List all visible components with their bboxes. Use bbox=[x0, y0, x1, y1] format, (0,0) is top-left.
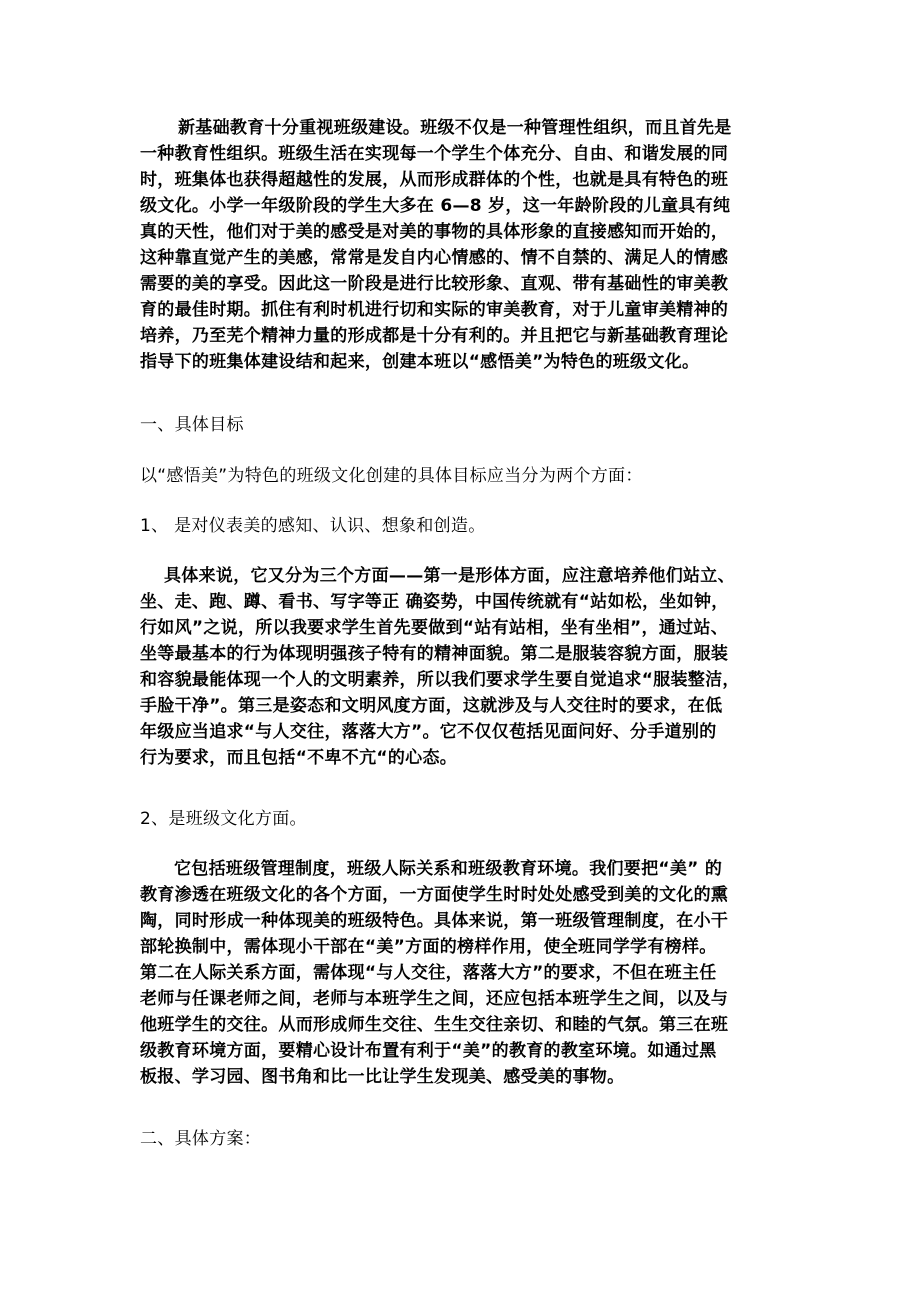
text-line: 它包括班级管理制度，班级人际关系和班级教育环境。我们要把“美” 的 bbox=[174, 859, 723, 879]
text-line: 行为要求，而且包括“不卑不亢“的心态。 bbox=[140, 748, 458, 768]
text-line: 老师与任课老师之间，老师与本班学生之间，还应包括本班学生之间，以及与 bbox=[140, 989, 729, 1009]
goal-intro: 以“感悟美”为特色的班级文化创建的具体目标应当分为两个方面： bbox=[140, 466, 643, 486]
text-line: 陶，同时形成一种体现美的班级特色。具体来说，第一班级管理制度，在小干 bbox=[140, 911, 729, 931]
text-line: 板报、学习园、图书角和比一比让学生发现美、感受美的事物。 bbox=[140, 1067, 625, 1087]
text-line: 育的最佳时期。抓住有利时机进行切和实际的审美教育，对于儿童审美精神的 bbox=[140, 300, 729, 320]
text-line: 时，班集体也获得超越性的发展，从而形成群体的个性，也就是具有特色的班 bbox=[140, 170, 729, 190]
text-line: 新基础教育十分重视班级建设。班级不仅是一种管理性组织，而且首先是 bbox=[178, 118, 732, 138]
text-line: 手脸干净”。第三是姿态和文明风度方面，这就涉及与人交往时的要求，在低 bbox=[140, 696, 723, 716]
text-line: 坐等最基本的行为体现明强孩子特有的精神面貌。第二是服装容貌方面，服装 bbox=[140, 644, 729, 664]
text-line: 和容貌最能体现一个人的文明素养，所以我们要求学生要自觉追求“服装整洁， bbox=[140, 670, 740, 690]
text-line: 第二在人际关系方面，需体现“与人交往，落落大方”的要求，不但在班主任 bbox=[140, 963, 717, 983]
text-line: 需要的美的享受。因此这一阶段是进行比较形象、直观、带有基础性的审美教 bbox=[140, 274, 729, 294]
text-line: 培养，乃至芜个精神力量的形成都是十分有利的。并且把它与新基础教育理论 bbox=[140, 326, 729, 346]
text-line: 坐、走、跑、蹲、看书、写字等正 确姿势，中国传统就有“站如松，坐如钟， bbox=[140, 592, 729, 612]
text-line: 这种靠直觉产生的美感，常常是发自内心情感的、情不自禁的、满足人的情感 bbox=[140, 248, 729, 268]
text-line: 指导下的班集体建设结和起来，创建本班以“感悟美”为特色的班级文化。 bbox=[140, 352, 700, 372]
text-line: 他班学生的交往。从而形成师生交往、生生交往亲切、和睦的气氛。第三在班 bbox=[140, 1015, 729, 1035]
text-line: 部轮换制中，需体现小干部在“美”方面的榜样作用，使全班同学学有榜样。 bbox=[140, 937, 717, 957]
text-line: 真的天性，他们对于美的感受是对美的事物的具体形象的直接感知而开始的， bbox=[140, 222, 729, 242]
text-line: 行如风”之说，所以我要求学生首先要做到“站有站相，坐有坐相”，通过站、 bbox=[140, 618, 729, 638]
point-2-title: 2、是班级文化方面。 bbox=[140, 809, 307, 829]
section-heading-plan: 二、具体方案： bbox=[140, 1129, 262, 1149]
point-1-title: 1、 是对仪表美的感知、认识、想象和创造。 bbox=[140, 516, 486, 536]
text-line: 年级应当追求“与人交往，落落大方”。它不仅仅苞括见面问好、分手道别的 bbox=[140, 722, 717, 742]
section-heading-goals: 一、具体目标 bbox=[140, 415, 244, 435]
text-line: 级文化。小学一年级阶段的学生大多在 6—8 岁，这一年龄阶段的儿童具有纯 bbox=[140, 196, 731, 216]
text-line: 级教育环境方面，要精心设计布置有利于“美”的教育的教室环境。如通过黑 bbox=[140, 1041, 717, 1061]
text-line: 具体来说，它又分为三个方面——第一是形体方面，应注意培养他们站立、 bbox=[164, 566, 735, 586]
text-line: 一种教育性组织。班级生活在实现每一个学生个体充分、自由、和谐发展的同 bbox=[140, 144, 729, 164]
text-line: 教育渗透在班级文化的各个方面，一方面使学生时时处处感受到美的文化的熏 bbox=[140, 885, 729, 905]
